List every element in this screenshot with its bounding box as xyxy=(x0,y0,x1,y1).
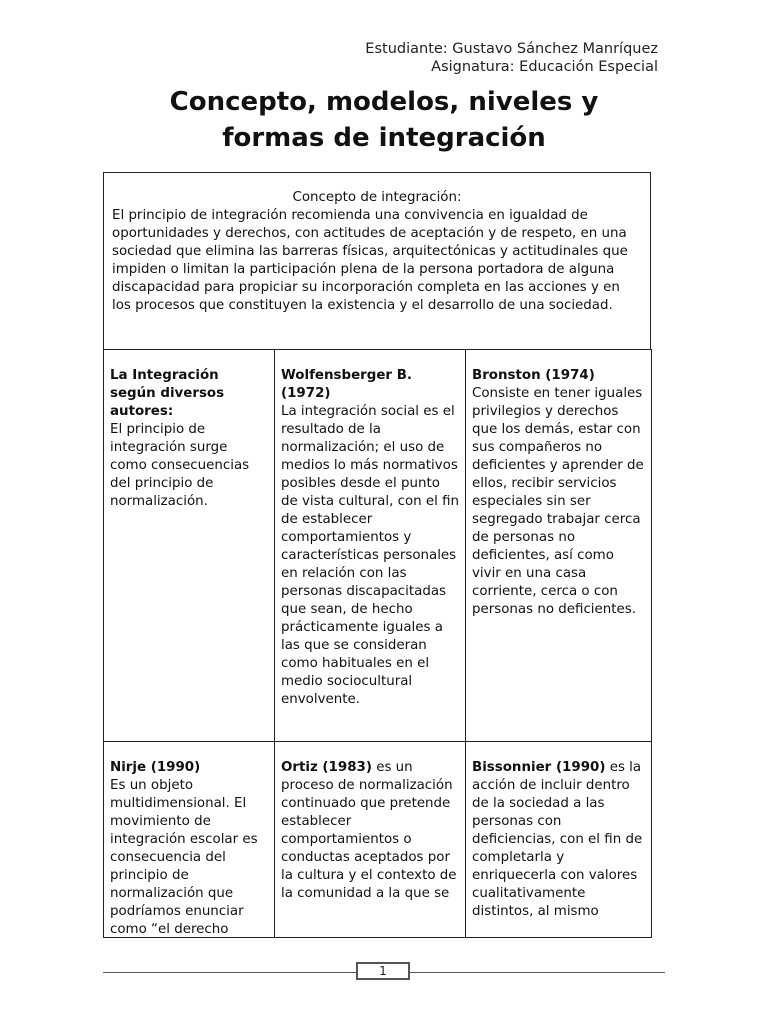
author-name: Nirje (1990) xyxy=(110,760,201,775)
page-title xyxy=(0,84,768,156)
table-row xyxy=(104,350,652,742)
authors-table xyxy=(103,349,652,938)
author-text: La integración social es el resultado de la normalización; el uso de medios lo más normativos posibles desde el punto de vista cultural, con el fin de establecer comportamientos y características personales en relación con las personas discapacitadas que sean, de hecho prácticamente iguales a las que se consideran como habituales en el medio sociocultural envolvente. xyxy=(281,404,460,707)
author-name: Wolfensberger B. (1972) xyxy=(281,368,412,401)
author-text: es un proceso de normalización continuado que pretende establecer comportamientos o conductas aceptados por la cultura y el contexto de la comunidad a la que se xyxy=(281,760,457,901)
page-number: 1 xyxy=(356,962,410,980)
author-text: Es un objeto multidimensional. El movimiento de integración escolar es consecuencia del principio de normalización que podríamos enunciar como “el derecho xyxy=(110,778,258,937)
author-name: Bissonnier (1990) xyxy=(472,760,606,775)
author-text: Consiste en tener iguales privilegios y derechos que los demás, estar con sus compañeros no deficientes y aprender de ellos, recibir servicios especiales sin ser segregado trabajar cerca de personas no deficientes, así como vivir en una casa corriente, cerca o con personas no deficientes. xyxy=(472,386,644,617)
author-text: es la acción de incluir dentro de la sociedad a las personas con deficiencias, con el fin de completarla y enriquecerla con valores cualitativamente distintos, al mismo xyxy=(472,760,643,919)
author-name: La Integración según diversos autores: xyxy=(110,368,225,419)
author-name: Ortiz (1983) xyxy=(281,760,372,775)
student-name: Estudiante: Gustavo Sánchez Manríquez xyxy=(365,41,658,57)
table-row xyxy=(104,742,652,938)
subject-name: Asignatura: Educación Especial xyxy=(431,59,658,75)
author-name: Bronston (1974) xyxy=(472,368,595,383)
table-cell xyxy=(466,350,652,742)
title-line-2: formas de integración xyxy=(222,123,546,153)
table-cell xyxy=(275,350,466,742)
table-cell xyxy=(466,742,652,938)
concept-body: El principio de integración recomienda una convivencia en igualdad de oportunidades y derechos, con actitudes de aceptación y de respeto, en una sociedad que elimina las barreras físicas, arquitectónicas y actitudinales que impiden o limitan la participación plena de la persona portadora de alguna discapacidad para propiciar su incorporación completa en las acciones y en los procesos que constituyen la existencia y el desarrollo de una sociedad. xyxy=(112,208,628,313)
title-line-1: Concepto, modelos, niveles y xyxy=(169,87,599,117)
table-cell xyxy=(104,350,275,742)
document-header xyxy=(365,40,658,76)
concept-box xyxy=(103,172,651,350)
table-cell xyxy=(275,742,466,938)
concept-heading: Concepto de integración: xyxy=(292,190,462,205)
table-cell xyxy=(104,742,275,938)
author-text: El principio de integración surge como consecuencias del principio de normalización. xyxy=(110,422,250,509)
